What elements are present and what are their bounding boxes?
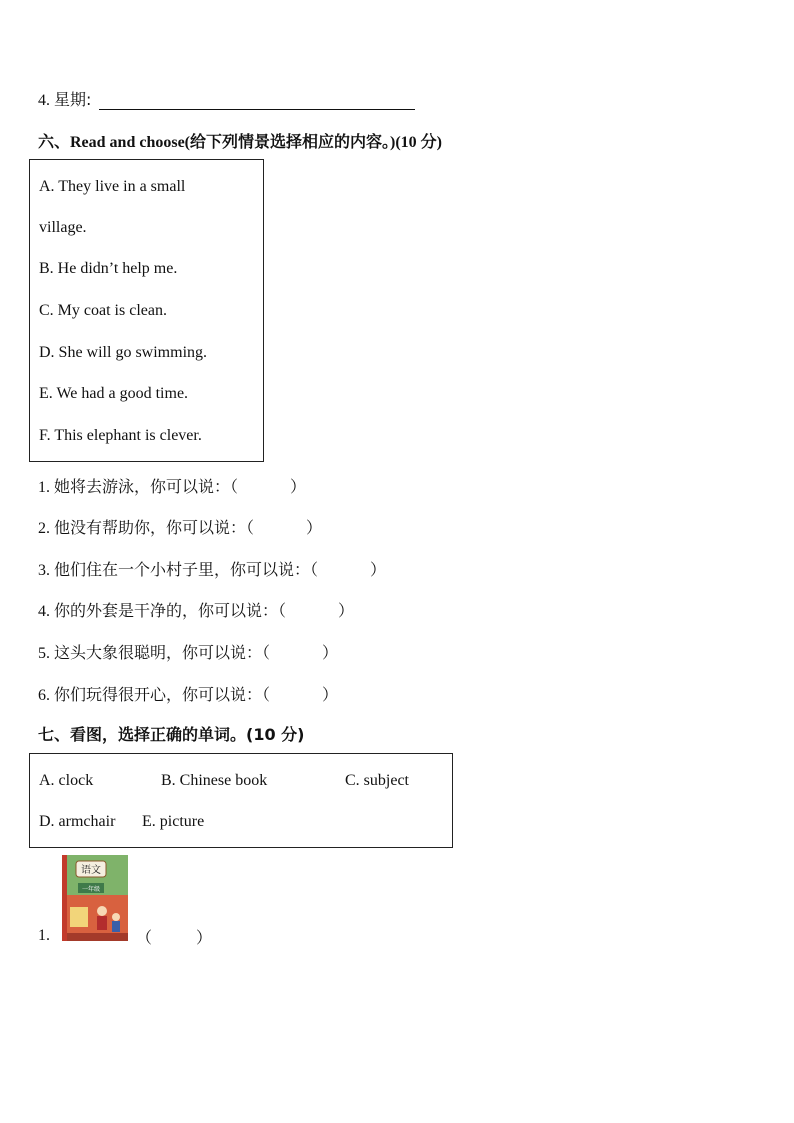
section7-options-box	[29, 753, 453, 848]
section6-title: 六、Read and choose(给下列情景选择相应的内容。)(10 分)	[38, 134, 442, 151]
option-a-line1: A. They live in a small	[39, 178, 186, 195]
question-number: 1.	[38, 479, 50, 496]
s7-q1-close-paren: ）	[196, 928, 213, 947]
option-c-subject: C. subject	[345, 772, 409, 789]
prev-question-number: 4.	[38, 92, 50, 109]
close-paren: ）	[322, 685, 339, 704]
option-d-armchair: D. armchair	[39, 813, 116, 830]
close-paren: ）	[290, 477, 307, 496]
s7-q1-answer-blank[interactable]	[154, 925, 194, 945]
section7-title: 七、看图，选择正确的单词。(10 分)	[38, 725, 305, 744]
book-grade-text: 一年级	[81, 886, 101, 893]
option-b: B. He didn’t help me.	[39, 260, 178, 277]
question-number: 5.	[38, 645, 50, 662]
option-e: E. We had a good time.	[39, 385, 189, 402]
option-d: D. She will go swimming.	[39, 344, 208, 361]
question-number: 3.	[38, 562, 50, 579]
option-c: C. My coat is clean.	[39, 302, 167, 319]
question-text: 这头大象很聪明，你可以说：（	[54, 643, 271, 662]
close-paren: ）	[370, 560, 387, 579]
close-paren: ）	[338, 601, 355, 620]
question-text: 她将去游泳，你可以说：（	[54, 477, 239, 496]
question-number: 2.	[38, 520, 50, 537]
option-a-line2: village.	[39, 219, 87, 236]
book-title-text: 语文	[81, 865, 101, 876]
option-f: F. This elephant is clever.	[39, 427, 202, 444]
prev-question-label: 星期:	[54, 90, 92, 109]
prev-question-line	[38, 87, 415, 110]
question-number: 6.	[38, 687, 50, 704]
question-text: 他没有帮助你，你可以说：（	[54, 518, 255, 537]
close-paren: ）	[306, 518, 323, 537]
question-text: 你们玩得很开心，你可以说：（	[54, 685, 271, 704]
option-b-chinese-book: B. Chinese book	[161, 772, 268, 789]
question-row	[38, 640, 338, 663]
question-text: 他们住在一个小村子里，你可以说：（	[54, 560, 319, 579]
s7-q1-open-paren: （	[136, 928, 153, 947]
close-paren: ）	[322, 643, 339, 662]
option-e-picture: E. picture	[142, 813, 205, 830]
question-row	[38, 474, 306, 497]
question-number: 4.	[38, 603, 50, 620]
question-row	[38, 515, 322, 538]
section6-options-box	[29, 159, 264, 462]
question-row	[38, 682, 338, 705]
option-a-clock: A. clock	[39, 772, 94, 789]
answer-blank-line[interactable]	[99, 93, 415, 110]
s7-question-number: 1.	[38, 927, 50, 944]
question-text: 你的外套是干净的，你可以说：（	[54, 601, 287, 620]
question-row	[38, 557, 386, 580]
question-row	[38, 598, 354, 621]
chinese-textbook-image	[62, 855, 128, 941]
